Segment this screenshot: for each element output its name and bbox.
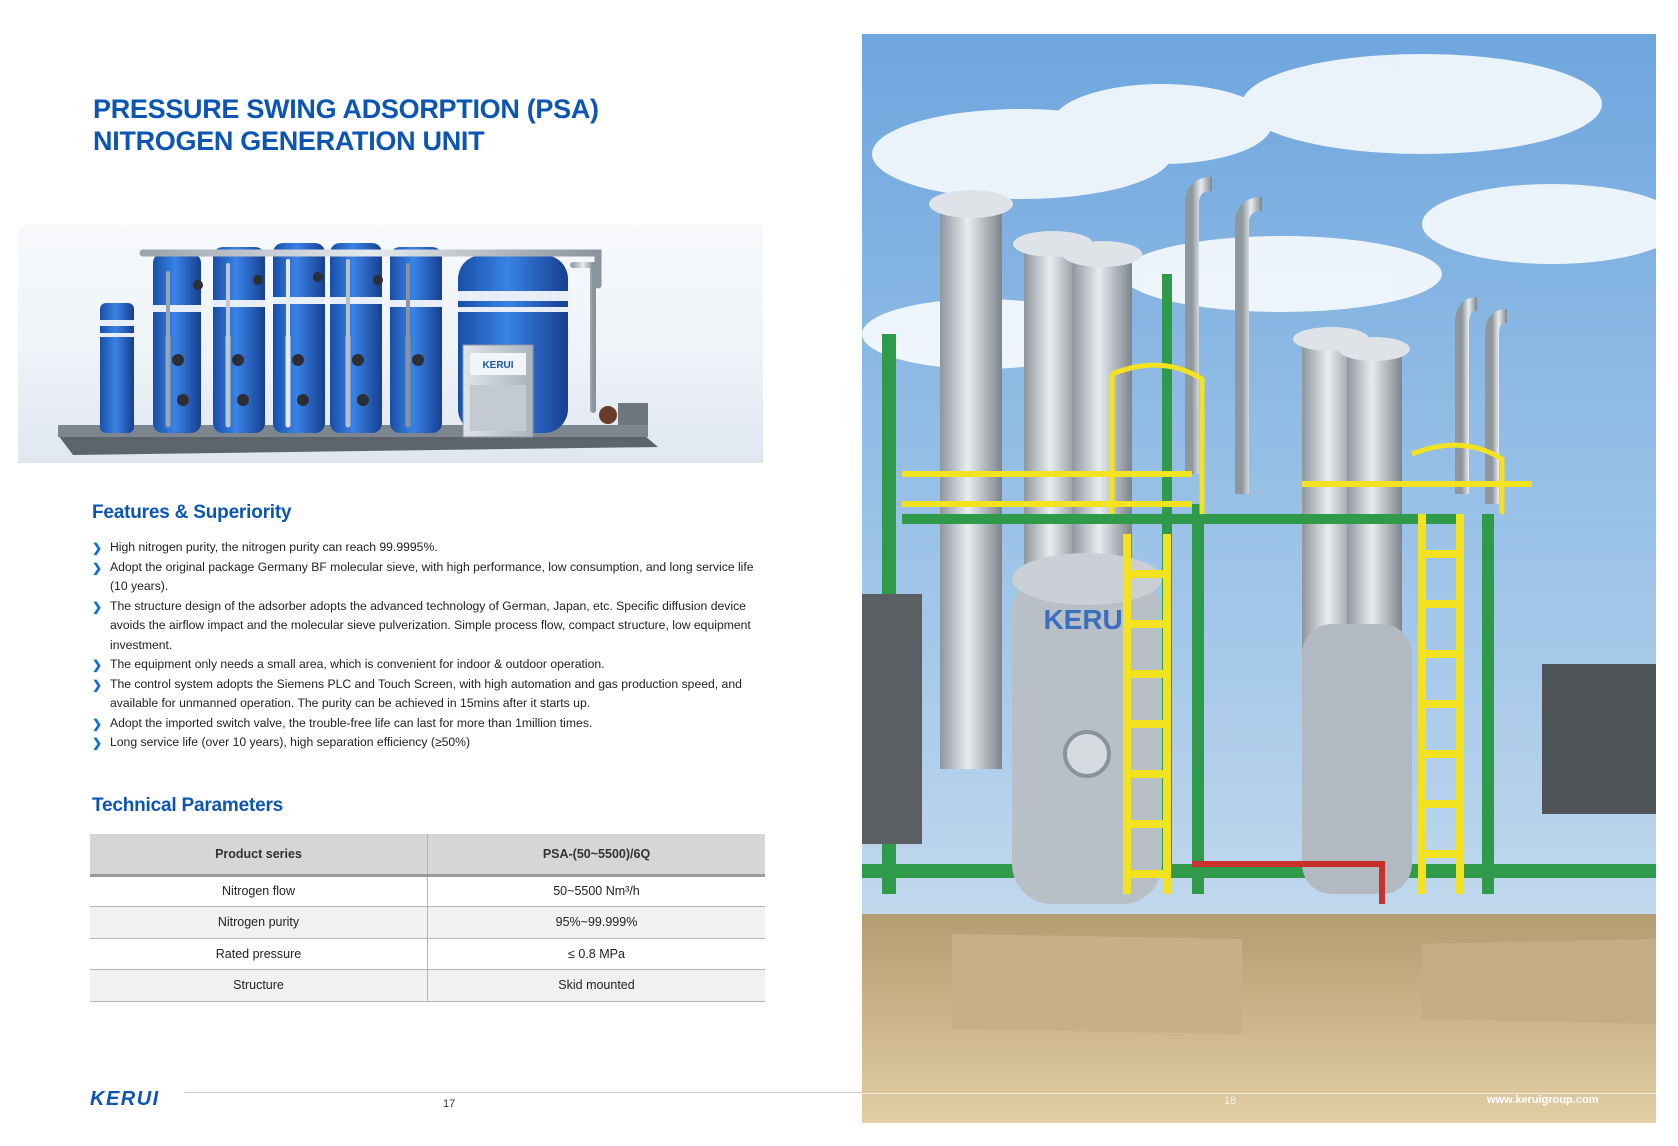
chevron-right-icon: ❯ <box>92 677 103 692</box>
feature-text: High nitrogen purity, the nitrogen purity can reach 99.9995%. <box>110 540 438 554</box>
page-title <box>93 93 793 157</box>
psa-plant-photo <box>862 34 1656 1123</box>
table-cell: 50~5500 Nm³/h <box>428 875 766 907</box>
cabinet-label: KERUI <box>482 360 514 371</box>
feature-item <box>92 655 762 675</box>
table-cell: ≤ 0.8 MPa <box>428 938 766 970</box>
feature-text: Long service life (over 10 years), high separation efficiency (≥50%) <box>110 735 471 749</box>
psa-unit-image <box>18 225 763 463</box>
table-cell: Skid mounted <box>428 970 766 1002</box>
chevron-right-icon: ❯ <box>92 716 103 731</box>
feature-text: Adopt the original package Germany BF molecular sieve, with high performance, low consumption, and long service life (10 years). <box>110 559 754 593</box>
psa-nitrogen-unit-render-icon <box>18 225 763 463</box>
chevron-right-icon: ❯ <box>92 736 103 750</box>
chevron-right-icon: ❯ <box>92 560 103 575</box>
feature-text: Adopt the imported switch valve, the trouble-free life can last for more than 1million times. <box>110 715 593 730</box>
table-cell: Nitrogen flow <box>90 875 428 907</box>
feature-item <box>92 714 762 734</box>
feature-text: The structure design of the adsorber adopts the advanced technology of German, Japan, etc. Specific diffusion device avoids the airflow impact and the molecular sieve pulverization. Simple process flow, compact structure, low equipment investment. <box>110 598 751 652</box>
table-header-cell: Product series <box>90 834 428 875</box>
table-cell: Rated pressure <box>90 938 428 970</box>
footer-divider <box>185 1092 862 1093</box>
table-cell: Nitrogen purity <box>90 907 428 939</box>
right-page <box>862 0 1678 1146</box>
chevron-right-icon: ❯ <box>92 599 103 614</box>
feature-item <box>92 675 762 714</box>
table-row <box>90 938 765 970</box>
vessel-label: KERUI <box>1043 604 1131 635</box>
feature-item <box>92 538 762 558</box>
website-link[interactable]: www.keruigroup.com <box>1487 1094 1599 1106</box>
feature-text: The control system adopts the Siemens PLC and Touch Screen, with high automation and gas production speed, and available for unmanned operation. The purity can be achieved in 15mins after it starts up. <box>110 676 742 710</box>
chevron-right-icon: ❯ <box>92 658 103 672</box>
page-number: 17 <box>443 1098 456 1110</box>
title-line-2: NITROGEN GENERATION UNIT <box>93 126 485 156</box>
technical-parameters-heading: Technical Parameters <box>92 795 284 816</box>
table-header-cell: PSA-(50~5500)/6Q <box>428 834 766 875</box>
page-number: 18 <box>1224 1095 1237 1107</box>
table-row <box>90 907 765 939</box>
table-cell: 95%~99.999% <box>428 907 766 939</box>
table-row <box>90 970 765 1002</box>
industrial-psa-plant-photo-icon <box>862 34 1656 1123</box>
technical-parameters-table <box>90 834 765 1002</box>
feature-item <box>92 597 762 656</box>
title-line-1: PRESSURE SWING ADSORPTION (PSA) <box>93 94 599 124</box>
table-row <box>90 875 765 907</box>
table-cell: Structure <box>90 970 428 1002</box>
feature-item <box>92 558 762 597</box>
feature-text: The equipment only needs a small area, which is convenient for indoor & outdoor operation. <box>110 657 605 671</box>
features-heading: Features & Superiority <box>92 502 292 523</box>
kerui-logo: KERUI <box>90 1088 160 1110</box>
table-header-row <box>90 834 765 875</box>
features-list <box>92 538 762 753</box>
chevron-right-icon: ❯ <box>92 541 103 555</box>
feature-item <box>92 733 762 753</box>
